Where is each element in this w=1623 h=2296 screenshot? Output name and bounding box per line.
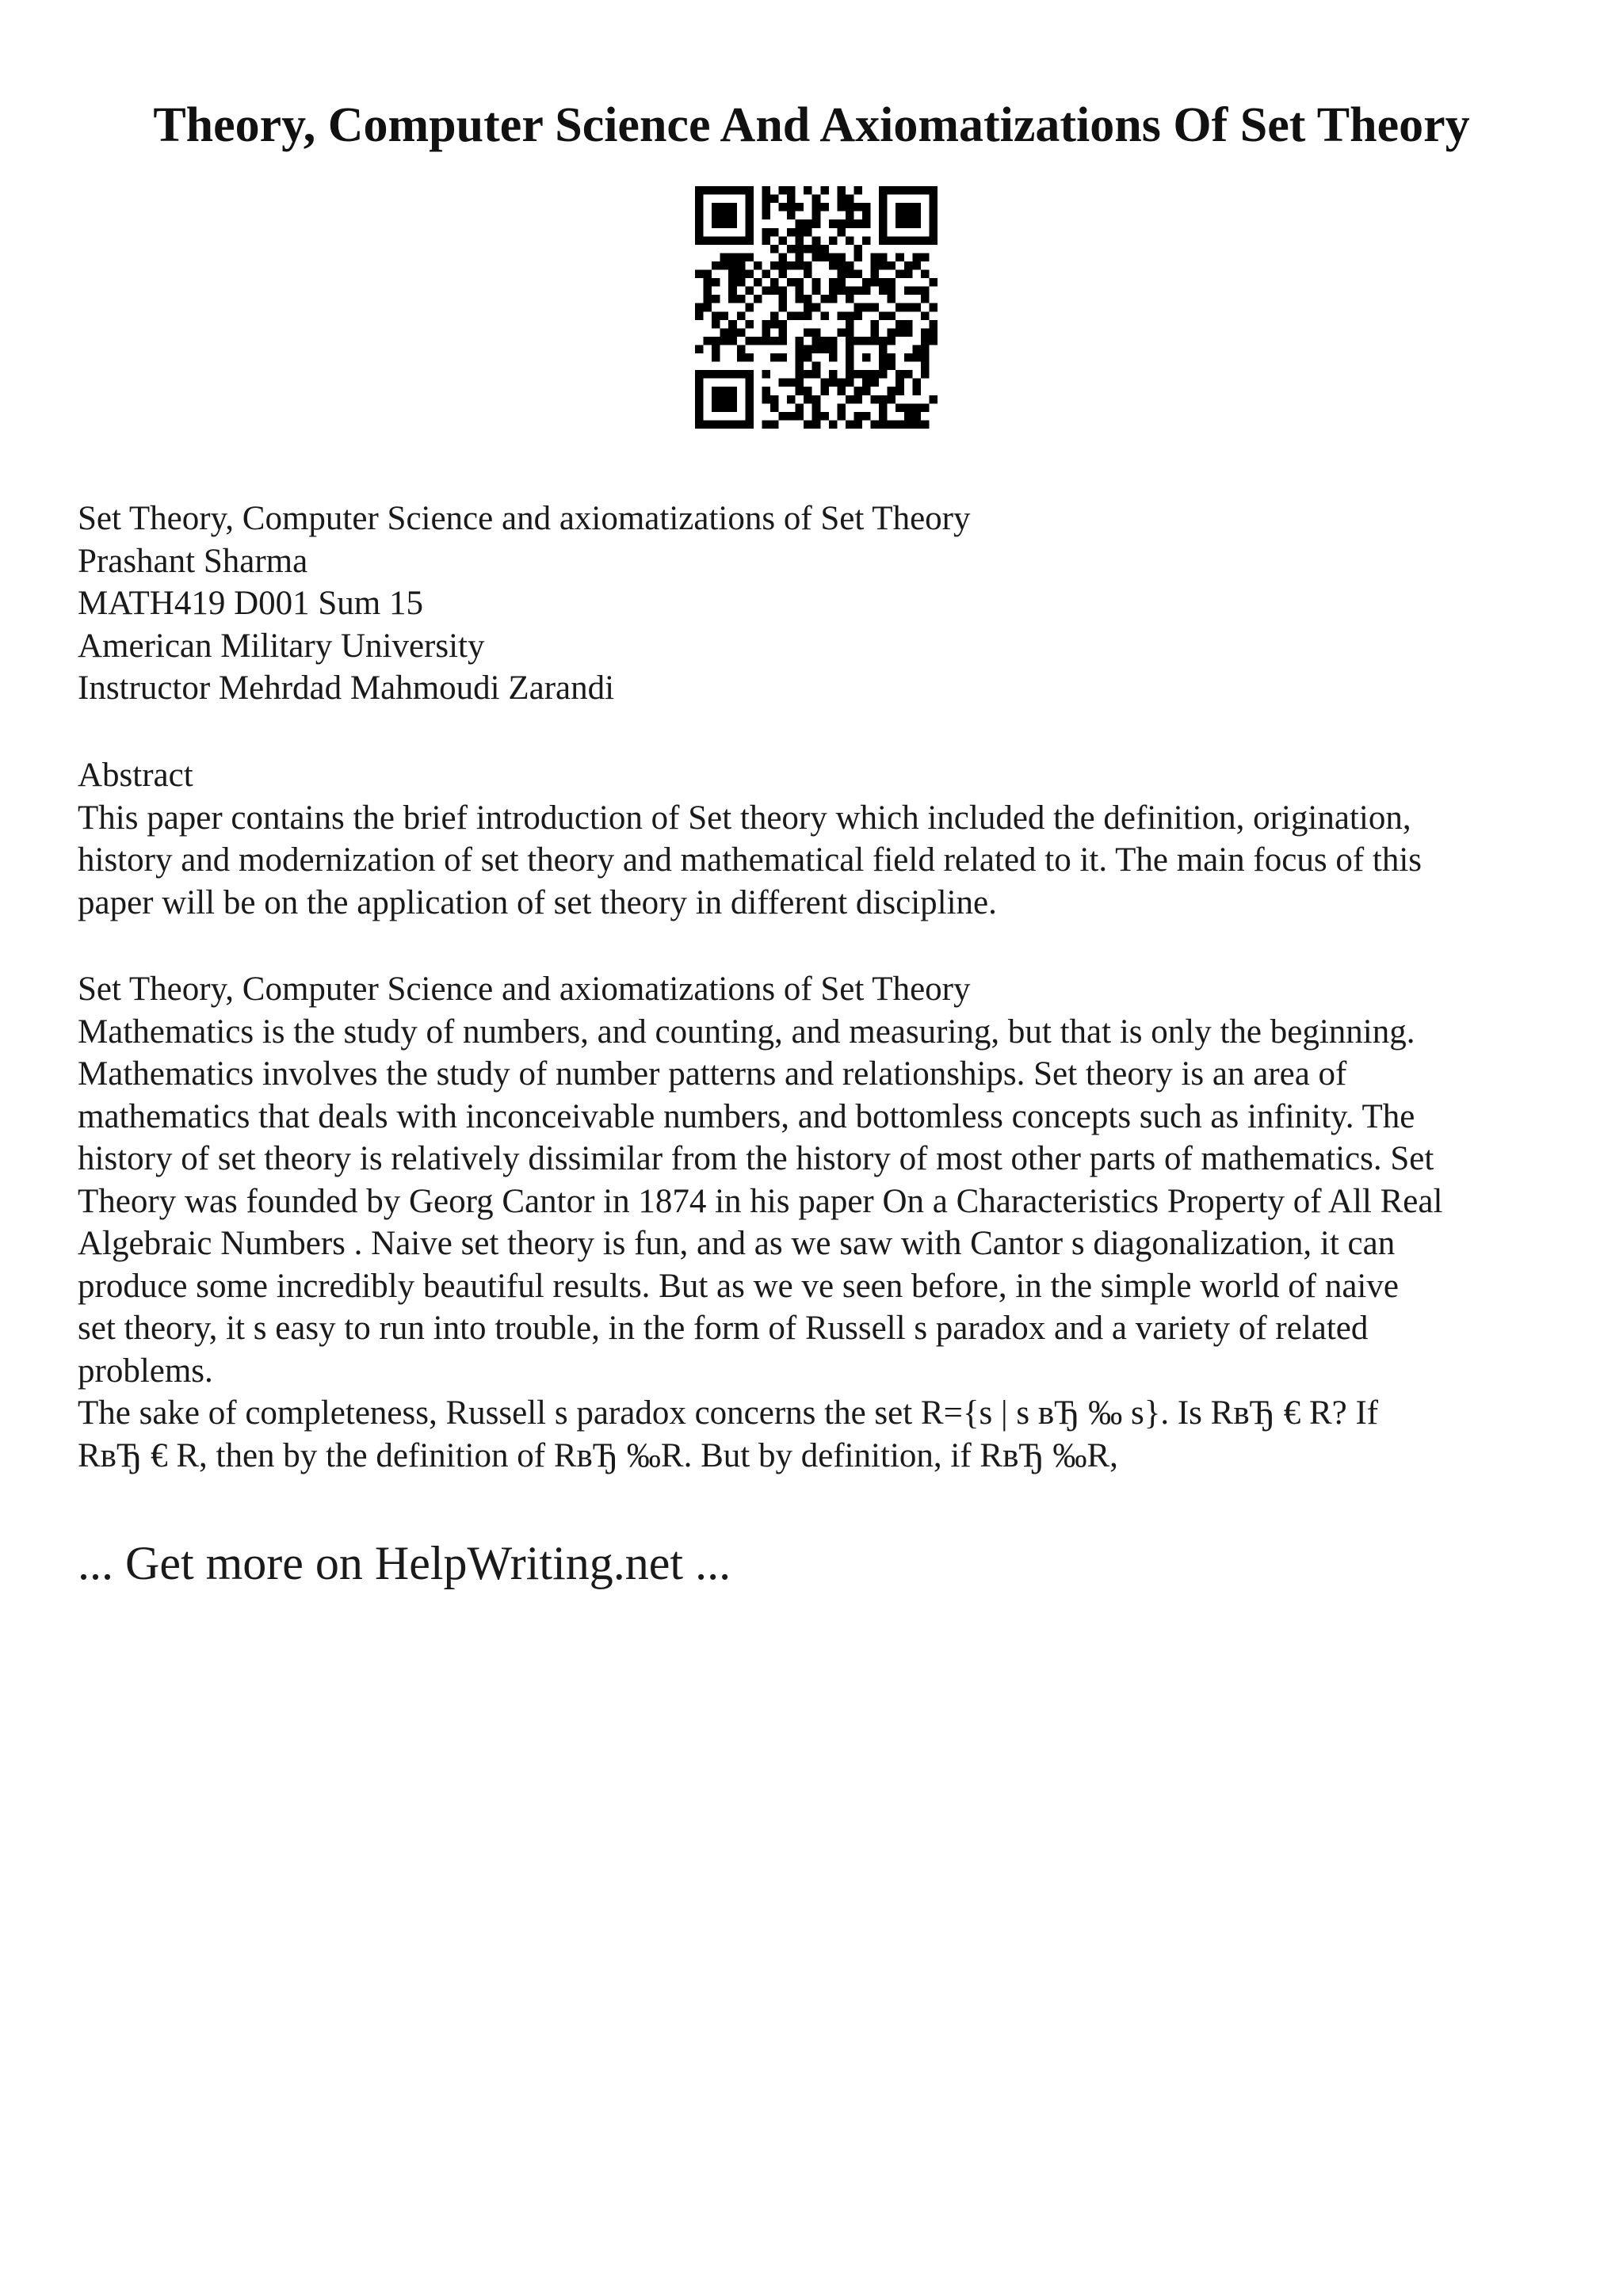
header-line-course: MATH419 D001 Sum 15: [78, 585, 424, 622]
document-header-info: [78, 498, 1568, 710]
body-line: RвЂ € R, then by the definition of RвЂ ‰R. But by definition, if RвЂ ‰R,: [78, 1436, 1118, 1474]
header-line-instructor: Instructor Mehrdad Mahmoudi Zarandi: [78, 669, 615, 707]
body-line: Mathematics involves the study of number patterns and relationships. Set theory is an area of: [78, 1055, 1347, 1093]
document-title: Theory, Computer Science And Axiomatizations Of Set Theory: [153, 98, 1470, 152]
header-line-author: Prashant Sharma: [78, 542, 308, 580]
body-line: Mathematics is the study of numbers, and counting, and measuring, but that is only the beginning.: [78, 1013, 1415, 1051]
body-line: The sake of completeness, Russell s paradox concerns the set R={s | s вЂ ‰ s}. Is RвЂ € R? If: [78, 1394, 1379, 1432]
main-section: [78, 968, 1568, 1477]
header-line-title: Set Theory, Computer Science and axiomatizations of Set Theory: [78, 500, 971, 537]
body-line: Algebraic Numbers . Naive set theory is fun, and as we saw with Cantor s diagonalization, it can: [78, 1225, 1396, 1262]
qr-code-image[interactable]: [695, 186, 938, 429]
get-more-link[interactable]: ... Get more on HelpWriting.net ...: [78, 1537, 731, 1589]
body-line: mathematics that deals with inconceivable numbers, and bottomless concepts such as infinity. The: [78, 1097, 1415, 1135]
abstract-line: history and modernization of set theory and mathematical field related to it. The main focus of this: [78, 841, 1423, 879]
header-line-university: American Military University: [78, 627, 485, 665]
abstract-section: [78, 754, 1568, 924]
body-line: produce some incredibly beautiful results. But as we ve seen before, in the simple world of naive: [78, 1267, 1399, 1305]
body-line: history of set theory is relatively dissimilar from the history of most other parts of mathematics. Set: [78, 1140, 1434, 1177]
body-line: Theory was founded by Georg Cantor in 1874 in his paper On a Characteristics Property of All Real: [78, 1182, 1443, 1220]
qr-code-icon: [695, 186, 938, 429]
abstract-heading: Abstract: [78, 757, 193, 794]
abstract-line: This paper contains the brief introduction of Set theory which included the definition, origination,: [78, 799, 1411, 837]
body-line: problems.: [78, 1352, 213, 1390]
section-heading: Set Theory, Computer Science and axiomatizations of Set Theory: [78, 971, 971, 1008]
abstract-line: paper will be on the application of set theory in different discipline.: [78, 883, 997, 921]
body-line: set theory, it s easy to run into trouble, in the form of Russell s paradox and a variety of related: [78, 1310, 1369, 1347]
